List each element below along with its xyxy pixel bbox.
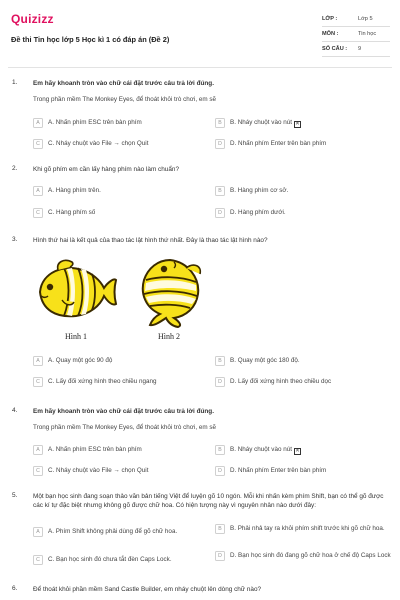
option-text: A. Quay một góc 90 độ xyxy=(48,357,113,364)
option-d[interactable] xyxy=(215,377,390,387)
option-letter: D xyxy=(215,377,225,387)
meta-row-subject xyxy=(322,27,390,42)
meta-value: 9 xyxy=(358,46,362,52)
option-text: D. Bạn học sinh đó đang gõ chữ hoa ở chế độ Caps Lock xyxy=(230,552,391,559)
worksheet-header xyxy=(0,0,400,68)
option-letter: B xyxy=(215,118,225,128)
meta-label: SỐ CÂU : xyxy=(322,46,348,52)
option-d[interactable] xyxy=(215,208,390,218)
figure-caption: Hình 2 xyxy=(158,332,180,341)
option-a[interactable] xyxy=(33,118,208,128)
option-b[interactable] xyxy=(215,445,390,455)
figure-caption: Hình 1 xyxy=(65,332,87,341)
option-text: A. Hàng phím trên. xyxy=(48,187,101,194)
question-subtext: Trong phần mềm The Monkey Eyes, để thoát khỏi trò chơi, em sẽ xyxy=(33,96,216,103)
option-letter: D xyxy=(215,208,225,218)
option-text: B. Hàng phím cơ sở. xyxy=(230,187,289,194)
meta-label: MÔN : xyxy=(322,31,339,37)
option-letter: C xyxy=(33,555,43,565)
header-divider xyxy=(8,67,392,68)
option-d[interactable] xyxy=(215,139,390,149)
option-letter: A xyxy=(33,527,43,537)
option-a[interactable] xyxy=(33,356,208,366)
option-letter: D xyxy=(215,466,225,476)
option-letter: C xyxy=(33,208,43,218)
page-title: Đề thi Tin học lớp 5 Học kì 1 có đáp án (Đề 2) xyxy=(11,35,170,44)
option-letter: A xyxy=(33,356,43,366)
question-text: Khi gõ phím em cần lấy hàng phím nào làm chuẩn? xyxy=(33,166,180,173)
option-d[interactable] xyxy=(215,551,393,561)
option-letter: A xyxy=(33,445,43,455)
question-number: 1. xyxy=(12,79,18,86)
option-letter: D xyxy=(215,139,225,149)
question-text: Để thoát khỏi phần mềm Sand Castle Builder, em nháy chuột lên dòng chữ nào? xyxy=(33,586,262,593)
question-number: 6. xyxy=(12,585,18,592)
option-text: B. Nháy chuột vào nút xyxy=(230,119,292,126)
question-text: Hình thứ hai là kết quả của thao tác lật hình thứ nhất. Đây là thao tác lật hình nào? xyxy=(33,237,268,244)
option-letter: A xyxy=(33,118,43,128)
option-c[interactable] xyxy=(33,377,208,387)
option-letter: B xyxy=(215,524,225,534)
option-text: B. Nháy chuột vào nút xyxy=(230,446,292,453)
option-b[interactable] xyxy=(215,524,393,534)
option-letter: B xyxy=(215,356,225,366)
option-text: D. Hàng phím dưới. xyxy=(230,209,286,216)
option-text: C. Bạn học sinh đó chưa tắt đèn Caps Lock. xyxy=(48,556,172,563)
option-c[interactable] xyxy=(33,208,208,218)
option-text: A. Phím Shift không phải dùng để gõ chữ hoa. xyxy=(48,528,178,535)
meta-value: Lớp 5 xyxy=(358,16,373,22)
option-letter: A xyxy=(33,186,43,196)
option-text: C. Nháy chuột vào File → chọn Quit xyxy=(48,140,149,147)
option-a[interactable] xyxy=(33,186,208,196)
option-letter: C xyxy=(33,466,43,476)
fish-figure-2 xyxy=(134,254,208,328)
option-b[interactable] xyxy=(215,118,390,128)
option-text: D. Nhấn phím Enter trên bàn phím xyxy=(230,140,327,147)
question-subtext: Trong phần mềm The Monkey Eyes, để thoát khỏi trò chơi, em sẽ xyxy=(33,424,216,431)
fish-figure-1 xyxy=(34,256,118,326)
meta-value: Tin học xyxy=(358,31,377,37)
option-text: C. Nháy chuột vào File → chọn Quit xyxy=(48,467,149,474)
option-d[interactable] xyxy=(215,466,390,476)
option-text: B. Phải nhả tay ra khỏi phím shift trước khi gõ chữ hoa. xyxy=(230,525,385,532)
option-b[interactable] xyxy=(215,356,390,366)
option-text: D. Nhấn phím Enter trên bàn phím xyxy=(230,467,327,474)
option-a[interactable] xyxy=(33,445,208,455)
option-text: D. Lấy đối xứng hình theo chiều dọc xyxy=(230,378,332,385)
option-text: A. Nhấn phím ESC trên bàn phím xyxy=(48,119,142,126)
close-box-icon: ✕ xyxy=(295,448,300,454)
option-text: C. Lấy đối xứng hình theo chiều ngang xyxy=(48,378,157,385)
quizizz-logo: Quizizz xyxy=(11,12,54,26)
meta-row-count xyxy=(322,42,390,57)
option-letter: B xyxy=(215,445,225,455)
option-letter: C xyxy=(33,377,43,387)
option-a[interactable] xyxy=(33,527,208,537)
option-letter: C xyxy=(33,139,43,149)
option-text: C. Hàng phím số xyxy=(48,209,96,216)
question-text: Em hãy khoanh tròn vào chữ cái đặt trước câu trả lời đúng. xyxy=(33,80,214,87)
option-letter: B xyxy=(215,186,225,196)
question-number: 5. xyxy=(12,492,18,499)
question-number: 2. xyxy=(12,165,18,172)
question-number: 4. xyxy=(12,407,18,414)
question-text: Em hãy khoanh tròn vào chữ cái đặt trước câu trả lời đúng. xyxy=(33,408,214,415)
option-c[interactable] xyxy=(33,139,208,149)
meta-label: LỚP : xyxy=(322,16,338,22)
question-text: Một bạn học sinh đang soạn thảo văn bản tiếng Việt để luyện gõ 10 ngón. Mỗi khi nhấn kèm phím Shift, bạn có thể gõ được các kí tự đặc biệt nhưng không gõ được chữ hoa. Có hiện tượng này vì nguyên nhân nào dưới đây: xyxy=(33,493,384,509)
question-number: 3. xyxy=(12,236,18,243)
option-c[interactable] xyxy=(33,555,208,565)
meta-row-class xyxy=(322,12,390,27)
close-box-icon: ✕ xyxy=(295,121,300,127)
option-letter: D xyxy=(215,551,225,561)
option-b[interactable] xyxy=(215,186,390,196)
option-c[interactable] xyxy=(33,466,208,476)
option-text: B. Quay một góc 180 độ. xyxy=(230,357,300,364)
option-text: A. Nhấn phím ESC trên bàn phím xyxy=(48,446,142,453)
meta-table xyxy=(322,12,390,57)
